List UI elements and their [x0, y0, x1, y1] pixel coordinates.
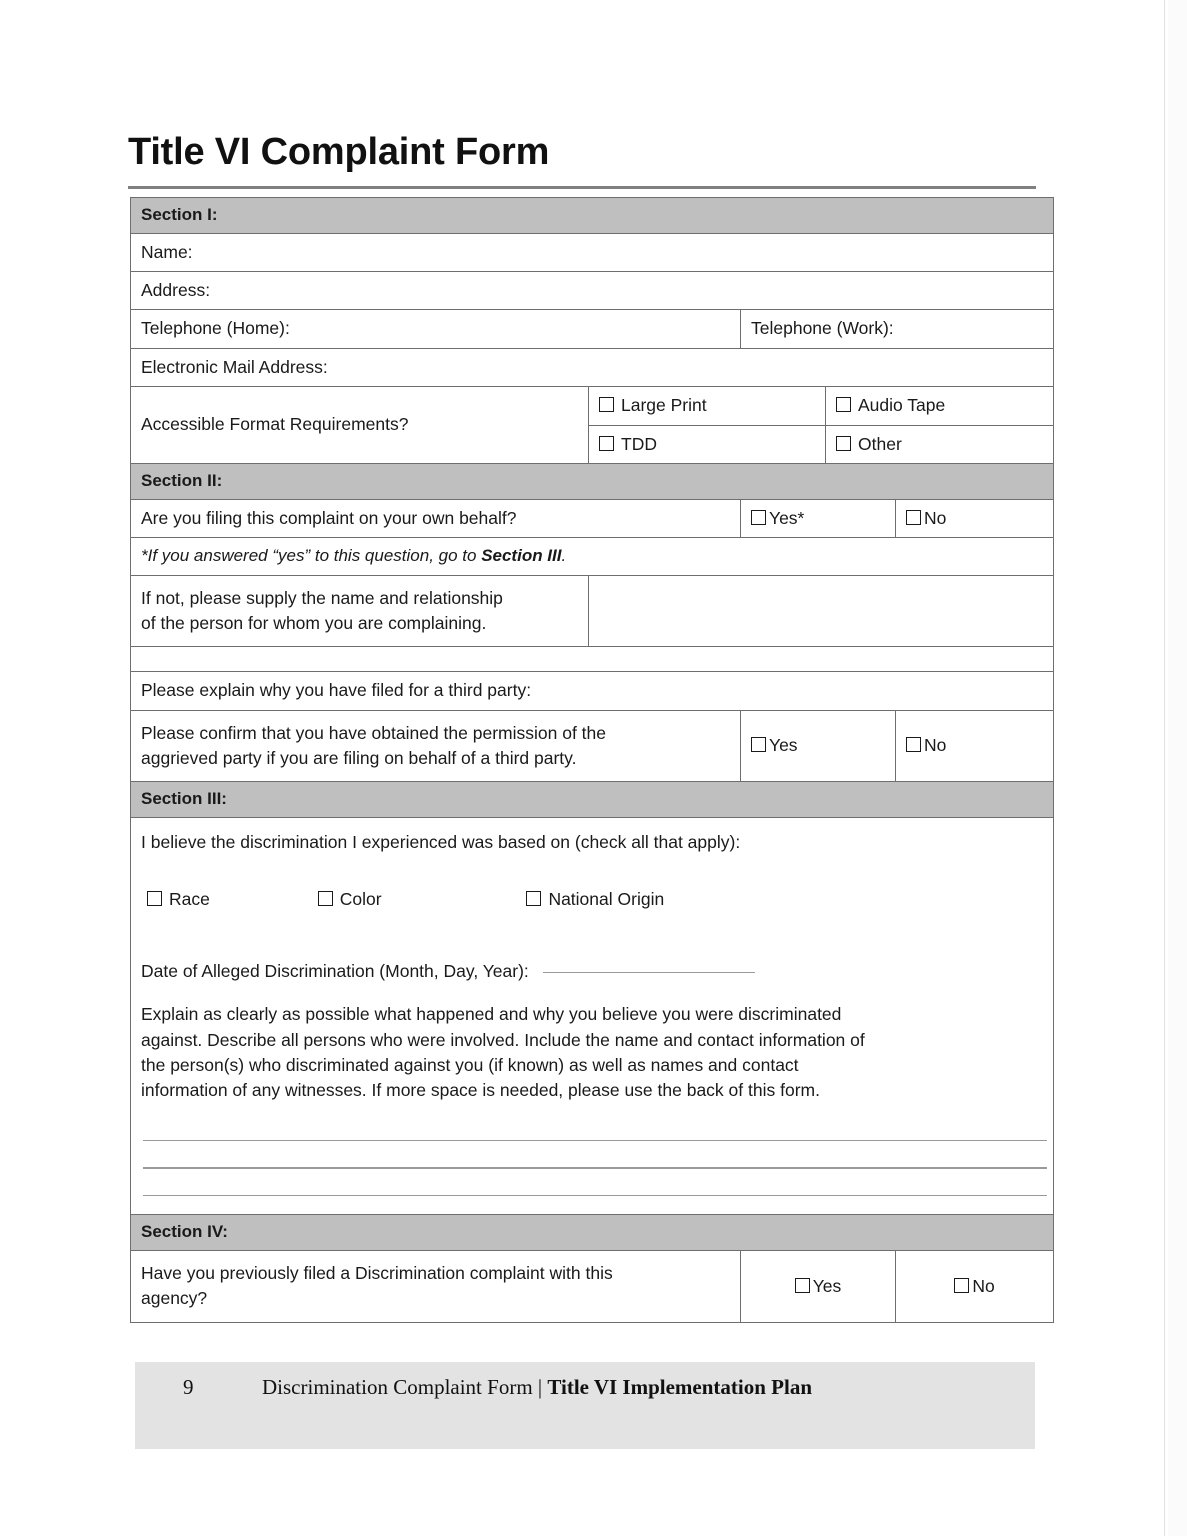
spacer-row [131, 647, 1054, 672]
scan-edge-artifact [1164, 0, 1165, 1536]
checkbox-option-tdd[interactable] [589, 425, 826, 463]
telephone-row [131, 310, 1054, 348]
checkbox-option-large-print[interactable] [589, 387, 826, 425]
permission-line-1: Please confirm that you have obtained the permission of the [141, 722, 606, 743]
checkbox-icon[interactable] [906, 737, 921, 752]
name-field-label[interactable]: Name: [131, 233, 1054, 271]
checkbox-icon[interactable] [954, 1278, 969, 1293]
permission-no-option[interactable] [896, 710, 1054, 782]
note-bold-reference: Section III [481, 545, 562, 565]
footer-text-bold: Title VI Implementation Plan [547, 1375, 813, 1399]
email-row [131, 348, 1054, 386]
option-label: Audio Tape [858, 395, 946, 416]
write-in-line[interactable] [143, 1167, 1047, 1169]
checkbox-option-national-origin[interactable] [526, 887, 664, 912]
footnote-row [131, 537, 1054, 575]
basis-prompt: I believe the discrimination I experienced was based on (check all that apply): [131, 818, 1054, 862]
previous-complaint-question [131, 1250, 741, 1322]
note-prefix: *If you answered “yes” to this question, go to [141, 545, 482, 565]
write-in-line[interactable] [143, 1140, 1047, 1142]
third-party-explain-row [131, 672, 1054, 710]
option-label: No [972, 1275, 995, 1296]
option-label: Yes [769, 735, 798, 756]
telephone-home-field[interactable]: Telephone (Home): [131, 310, 741, 348]
note-suffix: . [561, 545, 567, 565]
checkbox-option-other[interactable] [826, 425, 1054, 463]
checkbox-option-audio-tape[interactable] [826, 387, 1054, 425]
telephone-work-field[interactable]: Telephone (Work): [741, 310, 1054, 348]
permission-line-2: aggrieved party if you are filing on behalf of a third party. [141, 748, 577, 769]
option-label: Race [169, 889, 210, 910]
relationship-row [131, 575, 1054, 647]
alleged-date-input[interactable] [543, 971, 755, 973]
spacer-cell [131, 647, 1054, 672]
address-row [131, 272, 1054, 310]
section-2-header-row [131, 463, 1054, 499]
section-1-header-row [131, 198, 1054, 234]
checkbox-icon[interactable] [526, 891, 541, 906]
instructions-row [131, 998, 1054, 1110]
alleged-date-label: Date of Alleged Discrimination (Month, Day, Year): [141, 960, 529, 981]
footer-page-number: 9 [183, 1375, 194, 1399]
checkbox-icon[interactable] [836, 397, 851, 412]
checkbox-icon[interactable] [836, 436, 851, 451]
option-label: No [924, 735, 947, 756]
option-label: Color [339, 889, 382, 910]
basis-options-row [131, 861, 1054, 938]
checkbox-icon[interactable] [318, 891, 333, 906]
write-in-area[interactable] [131, 1110, 1054, 1215]
explanation-instructions [131, 998, 1054, 1110]
checkbox-icon[interactable] [599, 397, 614, 412]
checkbox-option-race[interactable] [147, 887, 210, 912]
checkbox-icon[interactable] [795, 1278, 810, 1293]
own-behalf-no-option[interactable] [896, 499, 1054, 537]
previous-complaint-line-2: agency? [141, 1288, 208, 1309]
email-field-label[interactable]: Electronic Mail Address: [131, 348, 1054, 386]
option-label: Yes* [769, 507, 805, 528]
instructions-line-1: Explain as clearly as possible what happened and why you believe you were discriminated [141, 1004, 842, 1025]
section-4-header-row [131, 1215, 1054, 1251]
section-4-header: Section IV: [131, 1215, 1054, 1251]
accessible-format-label: Accessible Format Requirements? [131, 387, 589, 464]
permission-yes-option[interactable] [741, 710, 896, 782]
previous-complaint-row [131, 1250, 1054, 1322]
page-title: Title VI Complaint Form [128, 131, 550, 173]
section-1-header: Section I: [131, 198, 1054, 234]
own-behalf-yes-option[interactable] [741, 499, 896, 537]
footer-text-normal: Discrimination Complaint Form | [262, 1375, 548, 1399]
complaint-form-table [130, 197, 1054, 1323]
checkbox-option-color[interactable] [318, 887, 382, 912]
accessible-format-row-1 [131, 387, 1054, 425]
option-label: Other [858, 433, 902, 454]
title-divider [128, 186, 1036, 189]
own-behalf-row [131, 499, 1054, 537]
checkbox-icon[interactable] [599, 436, 614, 451]
instructions-line-3: the person(s) who discriminated against you (if known) as well as names and contact [141, 1054, 799, 1075]
footer-title [262, 1375, 812, 1400]
relationship-prompt [131, 575, 589, 647]
alleged-date-row [131, 939, 1054, 998]
checkbox-icon[interactable] [147, 891, 162, 906]
basis-options [131, 861, 1054, 938]
option-label: Yes [812, 1275, 842, 1296]
alleged-date-field [131, 939, 1054, 998]
instructions-line-4: information of any witnesses. If more space is needed, please use the back of this form. [141, 1080, 820, 1101]
checkbox-icon[interactable] [751, 510, 766, 525]
option-label: National Origin [548, 889, 665, 910]
write-in-lines-row [131, 1110, 1054, 1215]
section-3-header-row [131, 782, 1054, 818]
checkbox-icon[interactable] [751, 737, 766, 752]
option-label: TDD [621, 433, 657, 454]
relationship-line-2: of the person for whom you are complaining. [141, 612, 487, 633]
basis-prompt-row [131, 818, 1054, 862]
name-row [131, 233, 1054, 271]
previous-complaint-no-option[interactable] [896, 1250, 1054, 1322]
checkbox-icon[interactable] [906, 510, 921, 525]
relationship-line-1: If not, please supply the name and relationship [141, 587, 503, 608]
third-party-explain-prompt[interactable]: Please explain why you have filed for a third party: [131, 672, 1054, 710]
previous-complaint-line-1: Have you previously filed a Discrimination complaint with this [141, 1262, 613, 1283]
address-field-label[interactable]: Address: [131, 272, 1054, 310]
scan-margin-artifact [1168, 0, 1187, 1536]
option-label: Large Print [621, 395, 707, 416]
previous-complaint-yes-option[interactable] [741, 1250, 896, 1322]
write-in-line[interactable] [143, 1195, 1047, 1197]
section-2-header: Section II: [131, 463, 1054, 499]
permission-row [131, 710, 1054, 782]
section-3-redirect-note [131, 537, 1054, 575]
option-label: No [924, 507, 947, 528]
permission-prompt [131, 710, 741, 782]
section-3-header: Section III: [131, 782, 1054, 818]
relationship-answer-field[interactable] [589, 575, 1054, 647]
instructions-line-2: against. Describe all persons who were involved. Include the name and contact information of [141, 1029, 865, 1050]
own-behalf-question: Are you filing this complaint on your own behalf? [131, 499, 741, 537]
